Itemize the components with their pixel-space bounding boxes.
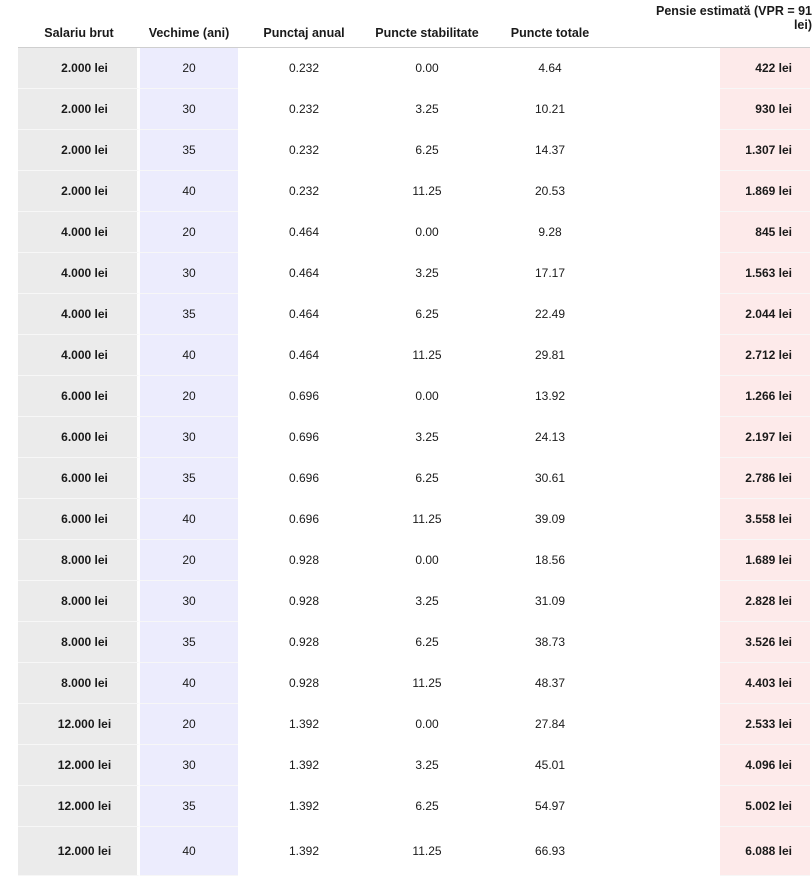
cell-years: 20 <box>140 212 238 253</box>
cell-salary: 4.000 lei <box>18 294 140 335</box>
cell-annual-points: 0.232 <box>238 171 370 212</box>
cell-salary: 8.000 lei <box>18 581 140 622</box>
cell-annual-points: 0.696 <box>238 376 370 417</box>
cell-spacer <box>616 89 720 130</box>
pension-table-container <box>18 0 810 876</box>
cell-pension: 1.689 lei <box>720 540 810 581</box>
cell-years: 20 <box>140 48 238 89</box>
cell-annual-points: 0.928 <box>238 663 370 704</box>
cell-annual-points: 0.464 <box>238 335 370 376</box>
cell-pension: 3.526 lei <box>720 622 810 663</box>
table-row <box>18 89 810 130</box>
cell-spacer <box>616 540 720 581</box>
cell-spacer <box>616 663 720 704</box>
cell-total-points: 22.49 <box>484 294 616 335</box>
cell-salary: 2.000 lei <box>18 48 140 89</box>
table-row <box>18 622 810 663</box>
cell-years: 40 <box>140 171 238 212</box>
table-header-row <box>18 0 810 48</box>
cell-stability-points: 0.00 <box>370 704 484 745</box>
cell-pension: 5.002 lei <box>720 786 810 827</box>
cell-total-points: 24.13 <box>484 417 616 458</box>
cell-salary: 6.000 lei <box>18 376 140 417</box>
pension-table <box>18 0 810 876</box>
cell-spacer <box>616 294 720 335</box>
cell-annual-points: 1.392 <box>238 827 370 876</box>
header-pension <box>656 0 812 48</box>
cell-pension: 4.403 lei <box>720 663 810 704</box>
cell-annual-points: 0.696 <box>238 417 370 458</box>
cell-total-points: 66.93 <box>484 827 616 876</box>
cell-years: 30 <box>140 417 238 458</box>
cell-salary: 12.000 lei <box>18 745 140 786</box>
cell-years: 30 <box>140 581 238 622</box>
cell-stability-points: 0.00 <box>370 48 484 89</box>
cell-spacer <box>616 622 720 663</box>
cell-annual-points: 0.464 <box>238 253 370 294</box>
table-row <box>18 130 810 171</box>
cell-stability-points: 11.25 <box>370 335 484 376</box>
cell-stability-points: 11.25 <box>370 827 484 876</box>
cell-spacer <box>616 458 720 499</box>
cell-annual-points: 0.464 <box>238 212 370 253</box>
table-row <box>18 827 810 876</box>
cell-pension: 845 lei <box>720 212 810 253</box>
cell-annual-points: 0.696 <box>238 458 370 499</box>
cell-annual-points: 0.232 <box>238 130 370 171</box>
cell-years: 20 <box>140 540 238 581</box>
cell-stability-points: 3.25 <box>370 89 484 130</box>
cell-stability-points: 3.25 <box>370 417 484 458</box>
cell-spacer <box>616 786 720 827</box>
cell-salary: 2.000 lei <box>18 130 140 171</box>
header-total-points: Puncte totale <box>484 0 616 48</box>
cell-total-points: 39.09 <box>484 499 616 540</box>
cell-salary: 6.000 lei <box>18 499 140 540</box>
cell-spacer <box>616 827 720 876</box>
cell-salary: 8.000 lei <box>18 663 140 704</box>
cell-stability-points: 0.00 <box>370 540 484 581</box>
cell-pension: 3.558 lei <box>720 499 810 540</box>
cell-years: 30 <box>140 253 238 294</box>
cell-total-points: 20.53 <box>484 171 616 212</box>
cell-years: 30 <box>140 89 238 130</box>
cell-total-points: 48.37 <box>484 663 616 704</box>
cell-pension: 2.044 lei <box>720 294 810 335</box>
header-annual-points: Punctaj anual <box>238 0 370 48</box>
cell-total-points: 18.56 <box>484 540 616 581</box>
cell-pension: 1.869 lei <box>720 171 810 212</box>
table-body <box>18 48 810 876</box>
table-row <box>18 458 810 499</box>
cell-total-points: 4.64 <box>484 48 616 89</box>
cell-annual-points: 1.392 <box>238 745 370 786</box>
cell-spacer <box>616 581 720 622</box>
cell-stability-points: 3.25 <box>370 745 484 786</box>
table-row <box>18 335 810 376</box>
cell-stability-points: 3.25 <box>370 253 484 294</box>
cell-spacer <box>616 212 720 253</box>
cell-years: 40 <box>140 335 238 376</box>
cell-salary: 2.000 lei <box>18 89 140 130</box>
header-salary: Salariu brut <box>18 0 140 48</box>
cell-stability-points: 0.00 <box>370 376 484 417</box>
cell-spacer <box>616 335 720 376</box>
cell-stability-points: 11.25 <box>370 663 484 704</box>
cell-years: 30 <box>140 745 238 786</box>
cell-total-points: 31.09 <box>484 581 616 622</box>
cell-stability-points: 6.25 <box>370 622 484 663</box>
cell-annual-points: 1.392 <box>238 786 370 827</box>
table-row <box>18 499 810 540</box>
table-row <box>18 417 810 458</box>
cell-salary: 6.000 lei <box>18 417 140 458</box>
cell-total-points: 14.37 <box>484 130 616 171</box>
cell-spacer <box>616 745 720 786</box>
cell-total-points: 54.97 <box>484 786 616 827</box>
cell-years: 40 <box>140 827 238 876</box>
cell-spacer <box>616 376 720 417</box>
table-row <box>18 581 810 622</box>
header-stability-points: Puncte stabilitate <box>370 0 484 48</box>
cell-total-points: 45.01 <box>484 745 616 786</box>
cell-annual-points: 0.232 <box>238 48 370 89</box>
cell-stability-points: 6.25 <box>370 786 484 827</box>
cell-pension: 1.266 lei <box>720 376 810 417</box>
table-row <box>18 663 810 704</box>
cell-total-points: 10.21 <box>484 89 616 130</box>
cell-salary: 4.000 lei <box>18 335 140 376</box>
cell-total-points: 27.84 <box>484 704 616 745</box>
cell-annual-points: 1.392 <box>238 704 370 745</box>
table-row <box>18 376 810 417</box>
cell-spacer <box>616 499 720 540</box>
table-row <box>18 171 810 212</box>
cell-stability-points: 6.25 <box>370 458 484 499</box>
cell-spacer <box>616 130 720 171</box>
header-pension-line1: Pensie estimată (VPR = 91 <box>656 4 812 18</box>
cell-years: 35 <box>140 130 238 171</box>
cell-pension: 1.563 lei <box>720 253 810 294</box>
cell-pension: 2.712 lei <box>720 335 810 376</box>
table-row <box>18 48 810 89</box>
cell-spacer <box>616 48 720 89</box>
cell-pension: 2.786 lei <box>720 458 810 499</box>
cell-pension: 2.197 lei <box>720 417 810 458</box>
cell-pension: 930 lei <box>720 89 810 130</box>
cell-years: 35 <box>140 622 238 663</box>
cell-pension: 2.828 lei <box>720 581 810 622</box>
table-row <box>18 704 810 745</box>
cell-total-points: 13.92 <box>484 376 616 417</box>
cell-total-points: 9.28 <box>484 212 616 253</box>
cell-stability-points: 11.25 <box>370 499 484 540</box>
cell-salary: 12.000 lei <box>18 786 140 827</box>
cell-annual-points: 0.696 <box>238 499 370 540</box>
cell-years: 35 <box>140 786 238 827</box>
cell-years: 35 <box>140 458 238 499</box>
cell-years: 20 <box>140 704 238 745</box>
cell-total-points: 38.73 <box>484 622 616 663</box>
cell-total-points: 30.61 <box>484 458 616 499</box>
cell-years: 40 <box>140 663 238 704</box>
header-pension-line2: lei) <box>793 18 812 32</box>
cell-stability-points: 6.25 <box>370 294 484 335</box>
header-pension-text <box>656 4 812 32</box>
cell-salary: 8.000 lei <box>18 622 140 663</box>
cell-pension: 422 lei <box>720 48 810 89</box>
cell-years: 35 <box>140 294 238 335</box>
cell-annual-points: 0.928 <box>238 581 370 622</box>
cell-spacer <box>616 417 720 458</box>
cell-annual-points: 0.928 <box>238 622 370 663</box>
cell-spacer <box>616 171 720 212</box>
cell-stability-points: 11.25 <box>370 171 484 212</box>
table-row <box>18 253 810 294</box>
cell-pension: 2.533 lei <box>720 704 810 745</box>
cell-spacer <box>616 253 720 294</box>
cell-salary: 8.000 lei <box>18 540 140 581</box>
cell-annual-points: 0.928 <box>238 540 370 581</box>
table-row <box>18 745 810 786</box>
cell-pension: 4.096 lei <box>720 745 810 786</box>
cell-years: 20 <box>140 376 238 417</box>
cell-stability-points: 6.25 <box>370 130 484 171</box>
cell-salary: 4.000 lei <box>18 212 140 253</box>
cell-salary: 6.000 lei <box>18 458 140 499</box>
cell-total-points: 29.81 <box>484 335 616 376</box>
cell-salary: 2.000 lei <box>18 171 140 212</box>
table-row <box>18 294 810 335</box>
cell-pension: 1.307 lei <box>720 130 810 171</box>
header-years: Vechime (ani) <box>140 0 238 48</box>
cell-salary: 12.000 lei <box>18 827 140 876</box>
cell-salary: 4.000 lei <box>18 253 140 294</box>
cell-stability-points: 0.00 <box>370 212 484 253</box>
table-row <box>18 786 810 827</box>
cell-salary: 12.000 lei <box>18 704 140 745</box>
cell-spacer <box>616 704 720 745</box>
cell-pension: 6.088 lei <box>720 827 810 876</box>
table-row <box>18 212 810 253</box>
cell-annual-points: 0.232 <box>238 89 370 130</box>
table-row <box>18 540 810 581</box>
cell-years: 40 <box>140 499 238 540</box>
cell-stability-points: 3.25 <box>370 581 484 622</box>
cell-annual-points: 0.464 <box>238 294 370 335</box>
cell-total-points: 17.17 <box>484 253 616 294</box>
